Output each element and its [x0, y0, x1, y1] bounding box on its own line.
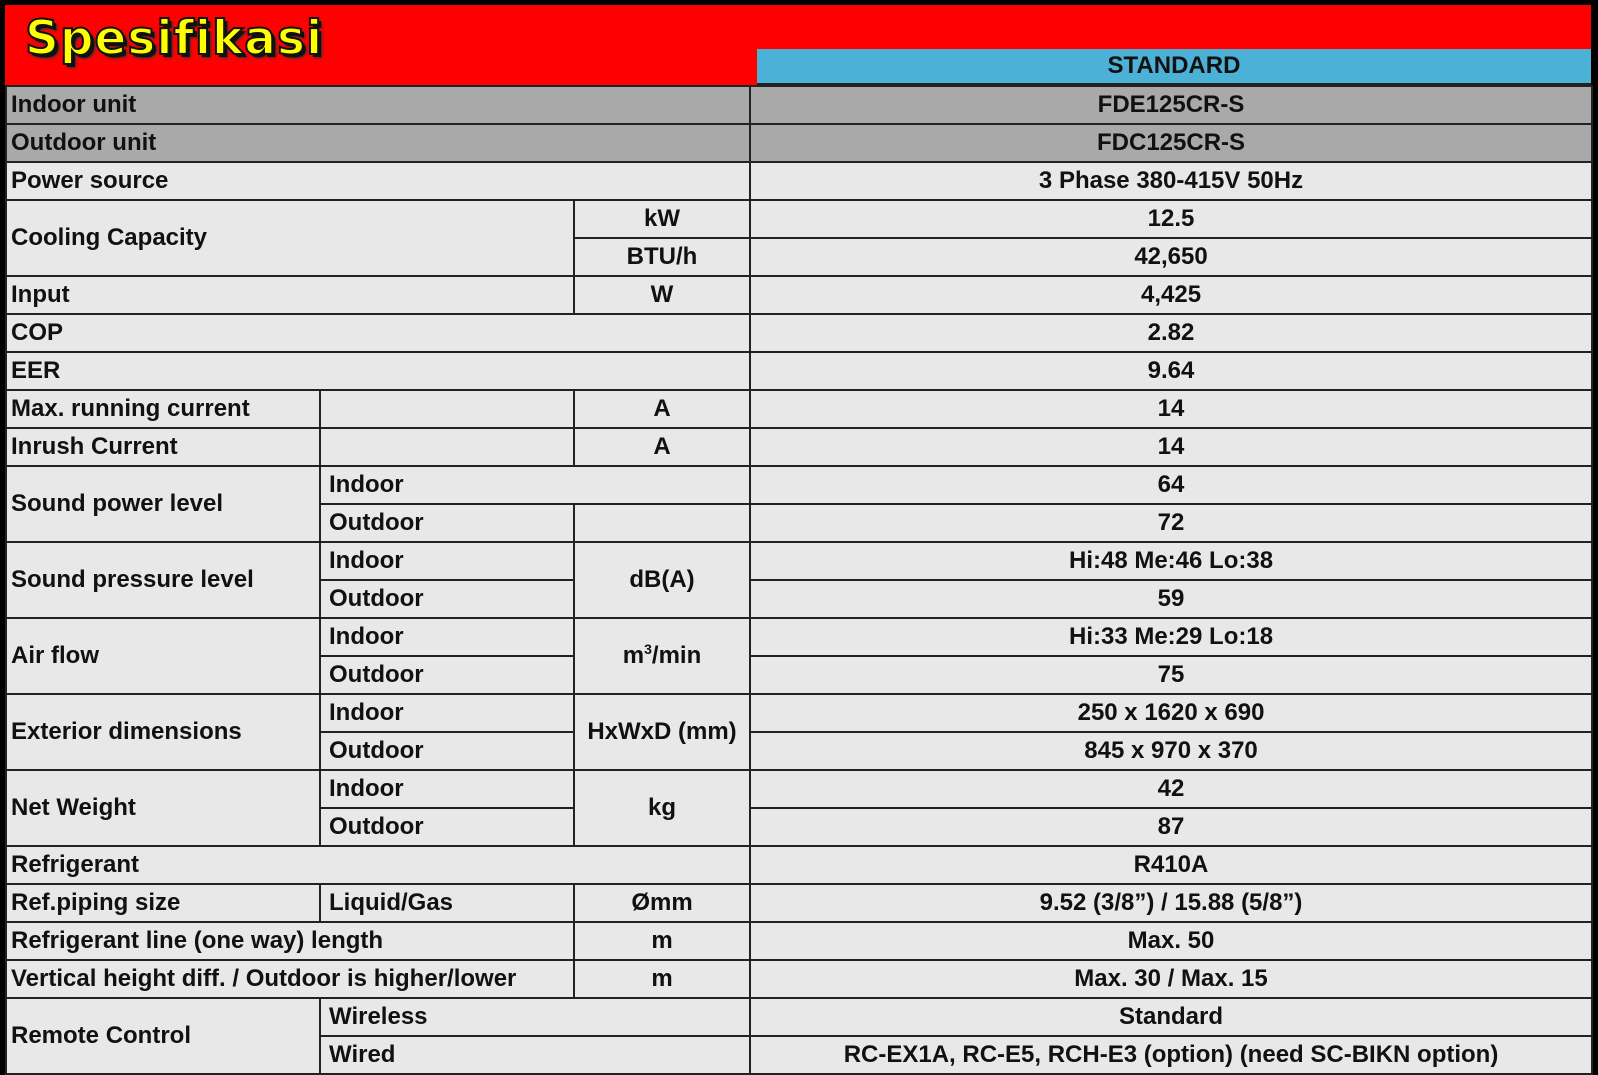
table-row [6, 884, 1592, 922]
unit-cell: m [574, 922, 750, 960]
row-value: 9.64 [750, 352, 1592, 390]
page-title: Spesifikasi [25, 11, 324, 66]
table-row [6, 314, 1592, 352]
row-label: EER [6, 352, 750, 390]
sub-label: Indoor [320, 694, 574, 732]
unit-cell [574, 618, 750, 694]
table-row [6, 618, 1592, 656]
unit-cell: A [574, 390, 750, 428]
unit-cell: kW [574, 200, 750, 238]
unit-cell [574, 504, 750, 542]
row-label: Refrigerant [6, 846, 750, 884]
row-label: Indoor unit [6, 86, 750, 124]
row-label: Ref.piping size [6, 884, 320, 922]
sub-label: Wireless [320, 998, 750, 1036]
row-value: FDE125CR-S [750, 86, 1592, 124]
unit-cell: dB(A) [574, 542, 750, 618]
row-label: Inrush Current [6, 428, 320, 466]
sub-label: Outdoor [320, 580, 574, 618]
row-label: Max. running current [6, 390, 320, 428]
sub-label: Indoor [320, 770, 574, 808]
unit-rest: /min [651, 642, 702, 669]
table-row [6, 998, 1592, 1036]
row-label: Cooling Capacity [6, 200, 574, 276]
sub-label: Liquid/Gas [320, 884, 574, 922]
table-row [6, 162, 1592, 200]
row-label: Net Weight [6, 770, 320, 846]
row-value: 845 x 970 x 370 [750, 732, 1592, 770]
table-row [6, 694, 1592, 732]
table-row [6, 770, 1592, 808]
row-value: 64 [750, 466, 1592, 504]
sub-cell [320, 390, 574, 428]
sub-cell [320, 428, 574, 466]
row-label: Air flow [6, 618, 320, 694]
row-value: 4,425 [750, 276, 1592, 314]
row-value: FDC125CR-S [750, 124, 1592, 162]
unit-base: m [622, 642, 645, 669]
row-value: 59 [750, 580, 1592, 618]
row-value: Standard [750, 998, 1592, 1036]
row-label: Exterior dimensions [6, 694, 320, 770]
row-label: Power source [6, 162, 750, 200]
unit-cell: Ømm [574, 884, 750, 922]
row-label: Sound power level [6, 466, 320, 542]
table-row [6, 542, 1592, 580]
specification-table [5, 85, 1593, 1075]
table-row [6, 960, 1592, 998]
sub-label: Wired [320, 1036, 750, 1074]
row-value: Max. 30 / Max. 15 [750, 960, 1592, 998]
unit-cell: W [574, 276, 750, 314]
sub-label: Indoor [320, 618, 574, 656]
row-label: Input [6, 276, 574, 314]
row-label: Refrigerant line (one way) length [6, 922, 574, 960]
table-row [6, 466, 1592, 504]
unit-cell: HxWxD (mm) [574, 694, 750, 770]
table-row [6, 276, 1592, 314]
unit-superscript: 3 [644, 641, 652, 657]
sub-label: Outdoor [320, 504, 574, 542]
row-value: 87 [750, 808, 1592, 846]
row-value: 12.5 [750, 200, 1592, 238]
table-row [6, 352, 1592, 390]
row-value: RC-EX1A, RC-E5, RCH-E3 (option) (need SC-BIKN option) [750, 1036, 1592, 1074]
sub-label: Indoor [320, 542, 574, 580]
table-row [6, 200, 1592, 238]
row-value: 14 [750, 428, 1592, 466]
row-value: 72 [750, 504, 1592, 542]
sub-label: Outdoor [320, 656, 574, 694]
unit-cell: kg [574, 770, 750, 846]
table-row [6, 846, 1592, 884]
row-label: Outdoor unit [6, 124, 750, 162]
table-row [6, 390, 1592, 428]
unit-cell: m [574, 960, 750, 998]
row-value: 3 Phase 380-415V 50Hz [750, 162, 1592, 200]
row-value: Hi:48 Me:46 Lo:38 [750, 542, 1592, 580]
row-value: 14 [750, 390, 1592, 428]
table-row [6, 428, 1592, 466]
row-value: 42,650 [750, 238, 1592, 276]
row-value: Max. 50 [750, 922, 1592, 960]
table-row [6, 124, 1592, 162]
model-column-header: STANDARD [757, 49, 1591, 85]
unit-cell: A [574, 428, 750, 466]
sub-label: Outdoor [320, 732, 574, 770]
table-row [6, 922, 1592, 960]
sub-label: Outdoor [320, 808, 574, 846]
unit-cell: BTU/h [574, 238, 750, 276]
row-label: Sound pressure level [6, 542, 320, 618]
row-value: 2.82 [750, 314, 1592, 352]
row-value: 9.52 (3/8”) / 15.88 (5/8”) [750, 884, 1592, 922]
row-label: Vertical height diff. / Outdoor is higher/lower [6, 960, 574, 998]
spec-sheet [5, 5, 1591, 1068]
row-value: 75 [750, 656, 1592, 694]
table-row [6, 86, 1592, 124]
row-value: R410A [750, 846, 1592, 884]
row-label: COP [6, 314, 750, 352]
sub-label: Indoor [320, 466, 750, 504]
row-label: Remote Control [6, 998, 320, 1074]
row-value: 250 x 1620 x 690 [750, 694, 1592, 732]
row-value: 42 [750, 770, 1592, 808]
row-value: Hi:33 Me:29 Lo:18 [750, 618, 1592, 656]
